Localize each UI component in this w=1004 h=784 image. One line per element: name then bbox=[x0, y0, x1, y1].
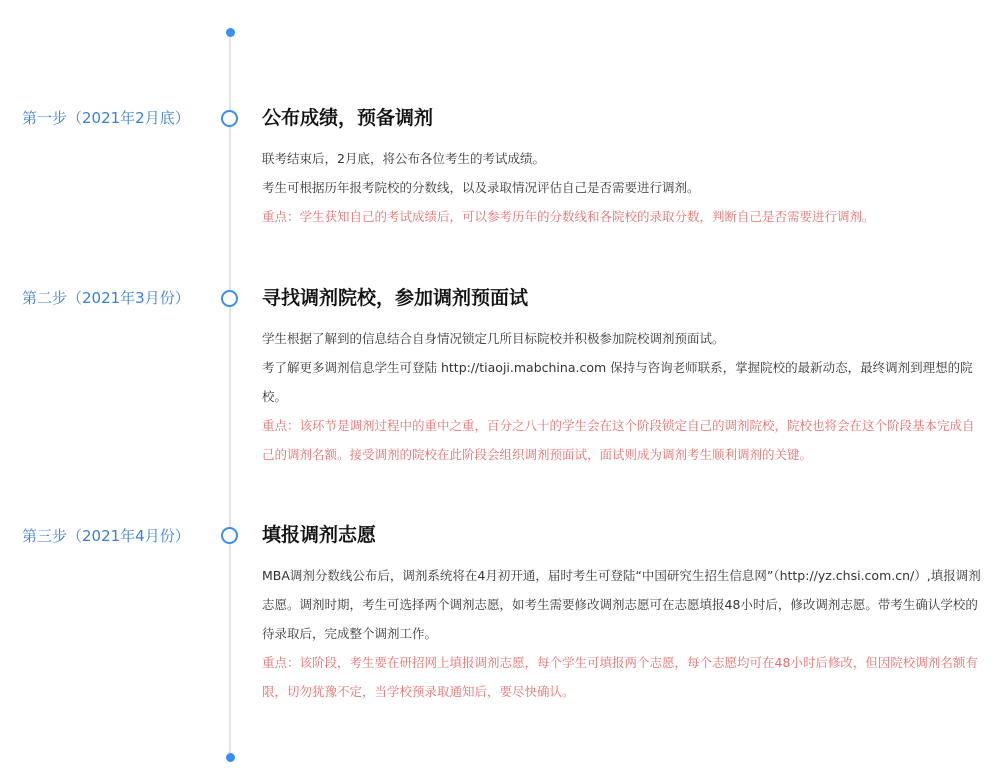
step-label: 第二步（2021年3月份） bbox=[22, 289, 190, 307]
timeline-start-dot bbox=[226, 28, 235, 37]
step-paragraph: 考生可根据历年报考院校的分数线，以及录取情况评估自己是否需要进行调剂。 bbox=[262, 180, 700, 195]
step-content bbox=[262, 285, 982, 469]
step-label: 第三步（2021年4月份） bbox=[22, 527, 190, 545]
step-title: 填报调剂志愿 bbox=[262, 524, 377, 546]
step-content bbox=[262, 105, 982, 231]
step-key-point: 重点：该环节是调剂过程中的重中之重，百分之八十的学生会在这个阶段锁定自己的调剂院校，院校也将会在这个阶段基本完成自己的调剂名额。接受调剂的院校在此阶段会组织调剂预面试，面试则成为调剂考生顺利调剂的关键。 bbox=[262, 418, 975, 462]
step-key-point: 重点：该阶段，考生要在研招网上填报调剂志愿，每个学生可填报两个志愿，每个志愿均可在48小时后修改，但因院校调剂名额有限，切勿犹豫不定，当学校预录取通知后，要尽快确认。 bbox=[262, 655, 978, 699]
step-node-icon bbox=[221, 110, 238, 127]
step-title: 公布成绩，预备调剂 bbox=[262, 107, 434, 129]
step-key-point: 重点：学生获知自己的考试成绩后，可以参考历年的分数线和各院校的录取分数，判断自己是否需要进行调剂。 bbox=[262, 209, 875, 224]
step-paragraph: 考了解更多调剂信息学生可登陆 http://tiaoji.mabchina.com 保持与咨询老师联系，掌握院校的最新动态，最终调剂到理想的院校。 bbox=[262, 360, 973, 404]
step-content bbox=[262, 522, 982, 706]
timeline-end-dot bbox=[226, 753, 235, 762]
step-paragraph: 学生根据了解到的信息结合自身情况锁定几所目标院校并积极参加院校调剂预面试。 bbox=[262, 331, 725, 346]
timeline-line bbox=[229, 33, 231, 758]
step-node-icon bbox=[221, 527, 238, 544]
step-title: 寻找调剂院校，参加调剂预面试 bbox=[262, 287, 529, 309]
step-paragraph: MBA调剂分数线公布后，调剂系统将在4月初开通，届时考生可登陆“中国研究生招生信息网”（http://yz.chsi.com.cn/）,填报调剂志愿。调剂时期，考生可选择两个调剂志愿，如考生需要修改调剂志愿可在志愿填报48小时后，修改调剂志愿。带考生确认学校的待录取后，完成整个调剂工作。 bbox=[262, 568, 981, 641]
step-label: 第一步（2021年2月底） bbox=[22, 109, 190, 127]
step-node-icon bbox=[221, 290, 238, 307]
step-paragraph: 联考结束后，2月底，将公布各位考生的考试成绩。 bbox=[262, 151, 545, 166]
